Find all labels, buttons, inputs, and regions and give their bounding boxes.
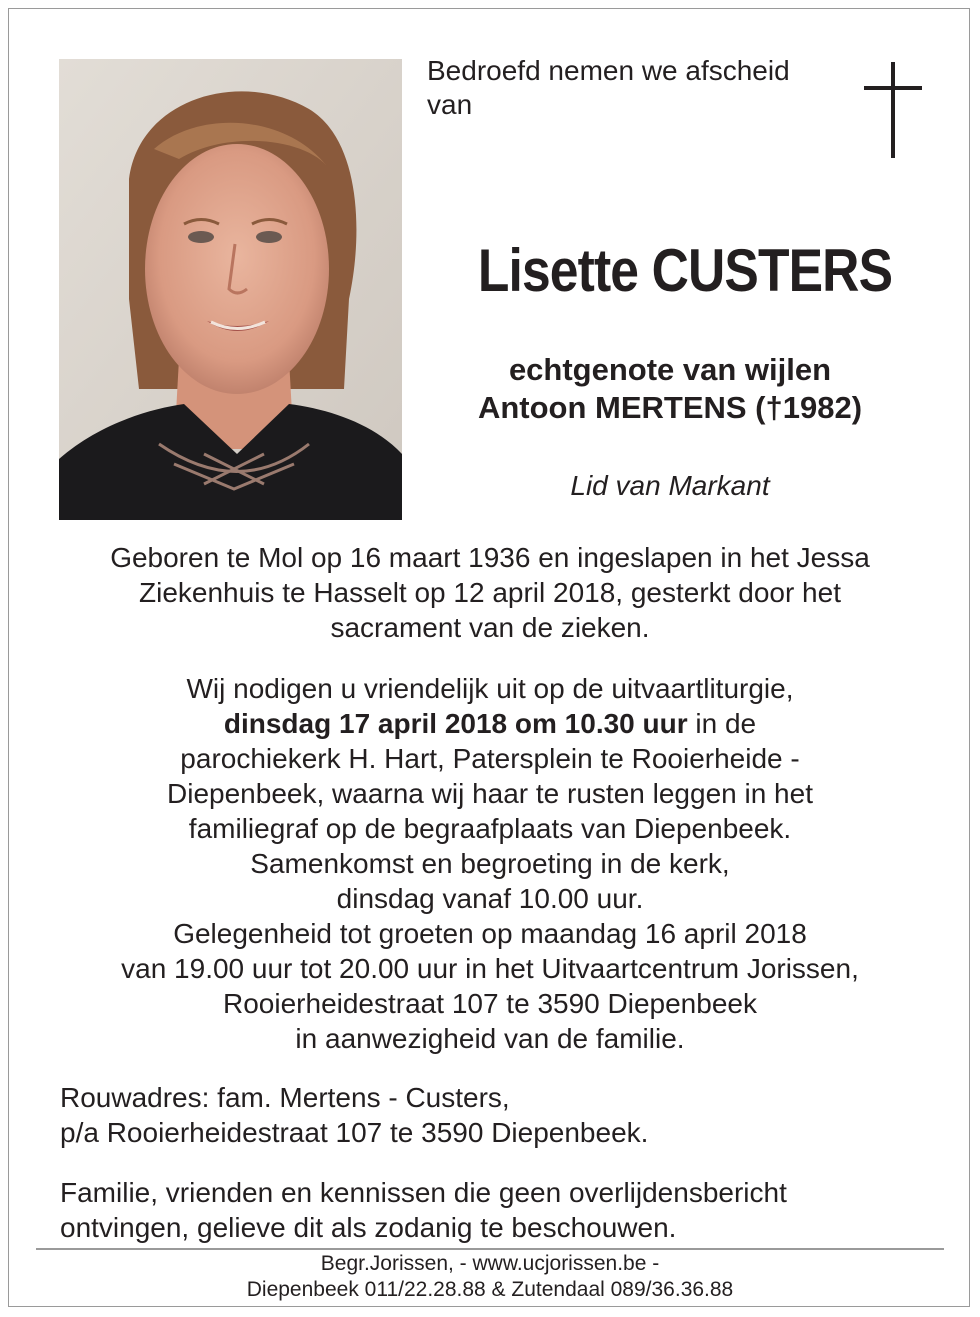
invite-line-2 [40, 706, 940, 741]
address-line-2: p/a Rooierheidestraat 107 te 3590 Diepenbeek. [60, 1117, 649, 1148]
birth-death-paragraph [40, 540, 940, 645]
invite-line-9: van 19.00 uur tot 20.00 uur in het Uitvaartcentrum Jorissen, [121, 953, 859, 984]
invite-line-8: Gelegenheid tot groeten op maandag 16 april 2018 [173, 918, 807, 949]
invite-line-6: Samenkomst en begroeting in de kerk, [250, 848, 730, 879]
invite-line-4: Diepenbeek, waarna wij haar te rusten leggen in het [167, 778, 813, 809]
deceased-name: Lisette CUSTERS [477, 237, 893, 304]
address-line-1: Rouwadres: fam. Mertens - Custers, [60, 1082, 510, 1113]
latin-cross-icon [864, 62, 922, 158]
portrait-photo [59, 59, 402, 520]
spouse-line-1: echtgenote van wijlen [508, 352, 832, 387]
invite-line-11: in aanwezigheid van de familie. [295, 1023, 685, 1054]
invite-line-10: Rooierheidestraat 107 te 3590 Diepenbeek [223, 988, 757, 1019]
footer-line-1: Begr.Jorissen, - www.ucjorissen.be - [320, 1252, 660, 1275]
invite-line-5: familiegraf op de begraafplaats van Diepenbeek. [188, 813, 792, 844]
notice-paragraph [60, 1175, 940, 1245]
born-line-2: Ziekenhuis te Hasselt op 12 april 2018, gesterkt door het [139, 577, 841, 608]
notice-line-1: Familie, vrienden en kennissen die geen overlijdensbericht [60, 1177, 787, 1208]
spouse-info [420, 351, 920, 427]
born-line-3: sacrament van de zieken. [330, 612, 650, 643]
funeral-date-time: dinsdag 17 april 2018 om 10.30 uur [223, 708, 688, 739]
intro-line-2: van [427, 89, 473, 120]
footer [40, 1251, 940, 1303]
footer-divider [36, 1248, 944, 1250]
intro-line-1: Bedroefd nemen we afscheid [427, 55, 790, 86]
invite-line-3: parochiekerk H. Hart, Patersplein te Rooierheide - [180, 743, 800, 774]
spouse-line-2: Antoon MERTENS (†1982) [477, 390, 863, 425]
invite-line-1: Wij nodigen u vriendelijk uit op de uitvaartliturgie, [186, 673, 794, 704]
notice-line-2: ontvingen, gelieve dit als zodanig te beschouwen. [60, 1212, 677, 1243]
membership: Lid van Markant [570, 470, 770, 501]
intro-text [427, 54, 847, 122]
mourning-address [60, 1080, 940, 1150]
funeral-invitation [40, 671, 940, 1056]
born-line-1: Geboren te Mol op 16 maart 1936 en ingeslapen in het Jessa [110, 542, 870, 573]
invite-line-2-rest: in de [687, 708, 757, 739]
footer-line-2: Diepenbeek 011/22.28.88 & Zutendaal 089/36.36.88 [246, 1278, 734, 1301]
invite-line-7: dinsdag vanaf 10.00 uur. [336, 883, 644, 914]
